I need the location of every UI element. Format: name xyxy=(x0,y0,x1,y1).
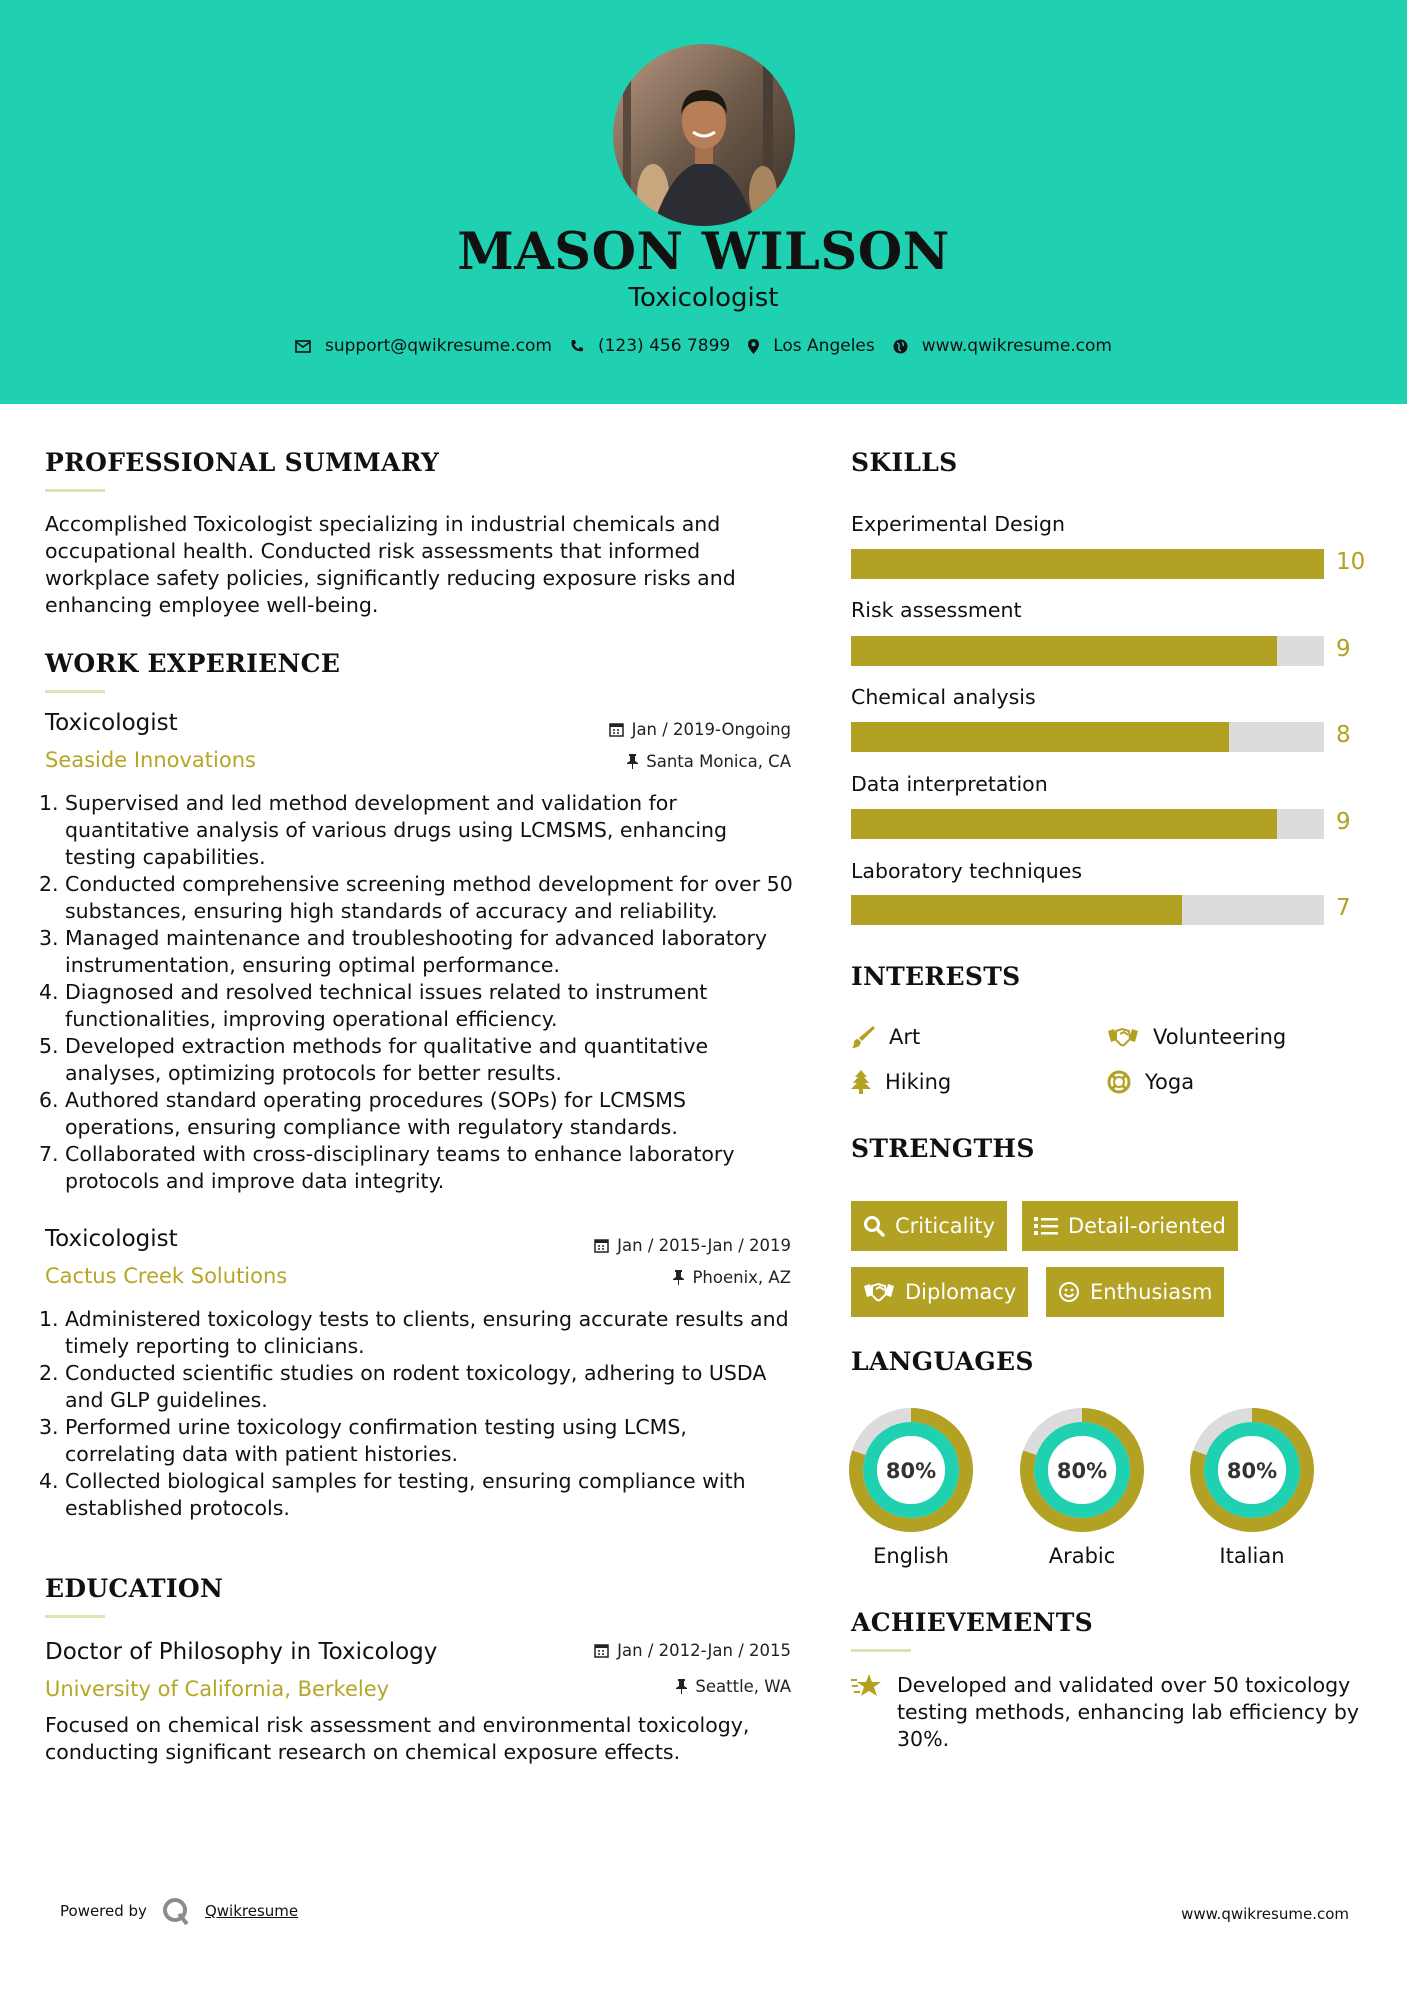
location-text: Los Angeles xyxy=(773,336,875,356)
education-dates xyxy=(594,1641,791,1660)
website-text: www.qwikresume.com xyxy=(921,336,1112,356)
skill-bar-fill xyxy=(851,809,1277,839)
skill-label: Laboratory techniques xyxy=(851,859,1083,883)
list-icon xyxy=(1034,1216,1058,1236)
job-2-title: Toxicologist xyxy=(45,1226,178,1252)
handshake-icon xyxy=(863,1281,895,1303)
job-2-location-text: Phoenix, AZ xyxy=(692,1268,791,1287)
summary-heading: PROFESSIONAL SUMMARY xyxy=(45,448,440,477)
language-percent: 80% xyxy=(1226,1459,1278,1483)
job-2-location xyxy=(673,1268,791,1287)
summary-text: Accomplished Toxicologist specializing in industrial chemicals and occupational health. Conducted risk assessments that informed workplace safety policies, significantly reducing exposure risks and enhancing employee well-being. xyxy=(45,512,736,617)
list-item: 6. Authored standard operating procedures (SOPs) for LCMSMS operations, ensuring compliance with regulatory standards. xyxy=(39,1088,686,1139)
list-item: 7. Collaborated with cross-disciplinary teams to enhance laboratory protocols and improve data integrity. xyxy=(39,1142,735,1193)
skill-value: 9 xyxy=(1336,636,1351,662)
contact-bar xyxy=(0,336,1407,356)
education-description: Focused on chemical risk assessment and environmental toxicology, conducting significant research on chemical exposure effects. xyxy=(45,1713,750,1764)
job-2-dates-text: Jan / 2015-Jan / 2019 xyxy=(617,1236,791,1255)
pin-icon xyxy=(627,754,638,769)
education-location xyxy=(676,1677,791,1696)
avatar xyxy=(613,44,795,226)
contact-phone[interactable] xyxy=(570,336,730,356)
skill-label: Data interpretation xyxy=(851,772,1048,796)
language-name: English xyxy=(873,1544,949,1568)
job-1-location xyxy=(627,752,791,771)
skill-value: 7 xyxy=(1336,895,1351,921)
handshake-icon xyxy=(1107,1026,1139,1048)
strengths-heading: STRENGTHS xyxy=(851,1134,1035,1163)
achievements-heading: ACHIEVEMENTS xyxy=(851,1608,1093,1637)
skill-bar-fill xyxy=(851,549,1324,579)
skill-label: Risk assessment xyxy=(851,598,1022,622)
search-icon xyxy=(863,1215,885,1237)
footer-website[interactable]: www.qwikresume.com xyxy=(1181,1905,1349,1923)
qwikresume-logo-icon xyxy=(161,1896,191,1926)
skill-bar-fill xyxy=(851,722,1229,752)
education-school: University of California, Berkeley xyxy=(45,1677,390,1701)
job-2-company: Cactus Creek Solutions xyxy=(45,1264,288,1288)
education-divider xyxy=(45,1615,105,1618)
contact-email[interactable] xyxy=(295,336,552,356)
strength-tag-enthusiasm: Enthusiasm xyxy=(1046,1267,1224,1317)
job-2-dates xyxy=(594,1236,791,1255)
email-text: support@qwikresume.com xyxy=(325,336,552,356)
summary-divider xyxy=(45,489,105,492)
education-heading: EDUCATION xyxy=(45,1574,224,1603)
envelope-icon xyxy=(295,340,311,353)
calendar-icon xyxy=(594,1643,609,1658)
job-1-location-text: Santa Monica, CA xyxy=(646,752,791,771)
candidate-name: MASON WILSON xyxy=(457,222,950,282)
tree-icon xyxy=(851,1070,871,1094)
achievement-text: Developed and validated over 50 toxicology testing methods, enhancing lab efficiency by 30%. xyxy=(897,1673,1359,1751)
skill-value: 9 xyxy=(1336,809,1351,835)
contact-location xyxy=(748,336,875,356)
interest-yoga: Yoga xyxy=(1107,1070,1194,1094)
star-badge-icon xyxy=(851,1672,883,1700)
list-item: 4. Collected biological samples for testing, ensuring compliance with established protocols. xyxy=(39,1469,746,1520)
phone-icon xyxy=(570,339,584,353)
language-name: Arabic xyxy=(1048,1544,1116,1568)
list-item: 3. Managed maintenance and troubleshooting for advanced laboratory instrumentation, ensuring optimal performance. xyxy=(39,926,768,977)
experience-divider xyxy=(45,690,105,693)
smile-icon xyxy=(1058,1281,1080,1303)
language-ring-english xyxy=(849,1408,973,1532)
languages-heading: LANGUAGES xyxy=(851,1347,1034,1376)
education-dates-text: Jan / 2012-Jan / 2015 xyxy=(617,1641,791,1660)
job-1-title: Toxicologist xyxy=(45,710,178,736)
education-location-text: Seattle, WA xyxy=(695,1677,791,1696)
skill-value: 10 xyxy=(1336,549,1366,575)
skill-bar xyxy=(851,895,1324,925)
job-1-dates xyxy=(609,720,791,739)
language-name: Italian xyxy=(1219,1544,1285,1568)
phone-text: (123) 456 7899 xyxy=(597,336,731,356)
paintbrush-icon xyxy=(851,1025,875,1049)
list-item: 5. Developed extraction methods for qualitative and quantitative analyses, optimizing protocols for better results. xyxy=(39,1034,709,1085)
skill-label: Experimental Design xyxy=(851,512,1065,536)
achievements-divider xyxy=(851,1649,911,1652)
language-percent: 80% xyxy=(885,1459,937,1483)
lifebuoy-icon xyxy=(1107,1070,1131,1094)
strength-tag-criticality: Criticality xyxy=(851,1201,1007,1251)
skill-value: 8 xyxy=(1336,722,1351,748)
strength-tag-diplomacy: Diplomacy xyxy=(851,1267,1028,1317)
list-item: 1. Supervised and led method development and validation for quantitative analysis of various drugs using LCMSMS, enhancing testing capabilities. xyxy=(39,791,728,869)
globe-icon xyxy=(893,339,908,354)
header-banner xyxy=(0,0,1407,404)
map-pin-icon xyxy=(748,339,759,354)
list-item: 2. Conducted comprehensive screening method development for over 50 substances, ensuring high standards of accuracy and reliability. xyxy=(39,872,793,923)
list-item: 3. Performed urine toxicology confirmation testing using LCMS, correlating data with patient histories. xyxy=(39,1415,687,1466)
education-degree: Doctor of Philosophy in Toxicology xyxy=(45,1639,438,1665)
job-1-dates-text: Jan / 2019-Ongoing xyxy=(631,720,791,739)
brand-link[interactable]: Qwikresume xyxy=(204,1902,299,1920)
job-2-bullets xyxy=(39,1306,799,1522)
calendar-icon xyxy=(609,722,624,737)
interests-heading: INTERESTS xyxy=(851,962,1021,991)
skill-bar-fill xyxy=(851,895,1182,925)
experience-heading: WORK EXPERIENCE xyxy=(45,649,341,678)
job-1-company: Seaside Innovations xyxy=(45,748,256,772)
pin-icon xyxy=(676,1679,687,1694)
interest-volunteering: Volunteering xyxy=(1107,1025,1286,1049)
powered-by-label: Powered by xyxy=(60,1902,147,1920)
skills-heading: SKILLS xyxy=(851,448,958,477)
skill-bar xyxy=(851,722,1324,752)
skill-label: Chemical analysis xyxy=(851,685,1036,709)
pin-icon xyxy=(673,1270,684,1285)
strength-tag-detail-oriented: Detail-oriented xyxy=(1022,1201,1238,1251)
list-item: 4. Diagnosed and resolved technical issues related to instrument functionalities, improving operational efficiency. xyxy=(39,980,708,1031)
language-percent: 80% xyxy=(1056,1459,1108,1483)
skill-bar xyxy=(851,809,1324,839)
interest-hiking: Hiking xyxy=(851,1070,951,1094)
calendar-icon xyxy=(594,1238,609,1253)
list-item: 2. Conducted scientific studies on rodent toxicology, adhering to USDA and GLP guidelines. xyxy=(39,1361,767,1412)
interest-art: Art xyxy=(851,1025,920,1049)
contact-website[interactable] xyxy=(893,336,1112,356)
achievement-item xyxy=(851,1672,1407,1753)
footer-powered-by xyxy=(60,1896,298,1926)
list-item: 1. Administered toxicology tests to clients, ensuring accurate results and timely reporting to clinicians. xyxy=(39,1307,789,1358)
skill-bar xyxy=(851,636,1324,666)
candidate-title: Toxicologist xyxy=(628,283,779,313)
language-ring-arabic xyxy=(1020,1408,1144,1532)
language-ring-italian xyxy=(1190,1408,1314,1532)
job-1-bullets xyxy=(39,790,799,1195)
skill-bar-fill xyxy=(851,636,1277,666)
skill-bar xyxy=(851,549,1324,579)
